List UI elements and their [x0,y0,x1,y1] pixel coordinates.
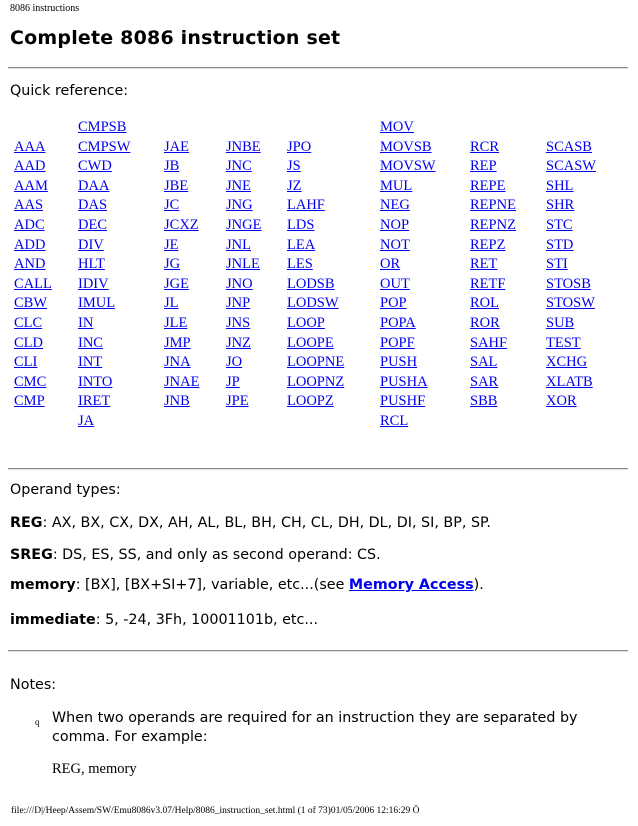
instruction-link-std[interactable]: STD [546,236,574,253]
instruction-link-jl[interactable]: JL [164,295,179,312]
instruction-link-cli[interactable]: CLI [14,354,38,371]
operand-description: : DS, ES, SS, and only as second operand: CS. [52,547,381,563]
note-item-text: When two operands are required for an instruction they are separated by comma. For example: [52,710,578,745]
instruction-link-jae[interactable]: JAE [164,138,189,155]
instruction-link-nop[interactable]: NOP [380,217,410,233]
page-title: Complete 8086 instruction set [10,27,341,49]
instruction-link-into[interactable]: INTO [78,373,113,390]
instruction-link-cmpsb[interactable]: CMPSB [78,119,127,135]
instruction-link-cmc[interactable]: CMC [14,373,47,390]
quick-reference-label: Quick reference: [10,83,129,99]
memory-access-link[interactable]: Memory Access [348,577,474,593]
divider [8,67,628,69]
instruction-link-stosb[interactable]: STOSB [546,275,591,292]
instruction-link-jpo[interactable]: JPO [287,138,312,155]
instruction-link-shr[interactable]: SHR [546,197,575,214]
instruction-link-scasb[interactable]: SCASB [546,138,592,155]
instruction-link-sar[interactable]: SAR [470,373,499,390]
instruction-link-xchg[interactable]: XCHG [546,354,588,371]
instruction-link-cmp[interactable]: CMP [14,393,45,410]
instruction-link-lahf[interactable]: LAHF [287,197,325,214]
instruction-link-loopne[interactable]: LOOPNE [287,354,345,371]
operand-term: SREG [10,547,53,563]
instruction-link-loopnz[interactable]: LOOPNZ [287,373,345,390]
operand-description-end: ). [473,577,484,593]
instruction-link-xlatb[interactable]: XLATB [546,373,593,390]
instruction-link-lodsw[interactable]: LODSW [287,295,339,312]
instruction-link-aam[interactable]: AAM [14,177,48,194]
instruction-link-daa[interactable]: DAA [78,177,110,194]
instruction-link-aas[interactable]: AAS [14,197,44,214]
instruction-link-pushf[interactable]: PUSHF [380,393,426,410]
instruction-link-or[interactable]: OR [380,256,401,273]
instruction-link-iret[interactable]: IRET [78,393,111,410]
instruction-link-add[interactable]: ADD [14,236,46,253]
instruction-link-repe[interactable]: REPE [470,177,506,194]
instruction-link-jna[interactable]: JNA [164,354,191,371]
instruction-link-retf[interactable]: RETF [470,275,506,292]
instruction-link-test[interactable]: TEST [546,334,581,351]
instruction-link-jnb[interactable]: JNB [164,393,190,410]
bullet-icon: q [35,717,40,727]
instruction-link-pop[interactable]: POP [380,295,407,312]
instruction-link-rep[interactable]: REP [470,158,497,175]
instruction-link-rol[interactable]: ROL [470,295,499,312]
instruction-link-cbw[interactable]: CBW [14,295,48,312]
instruction-link-repnz[interactable]: REPNZ [470,217,516,233]
instruction-link-ror[interactable]: ROR [470,315,500,331]
notes-label: Notes: [10,677,57,693]
instruction-link-jmp[interactable]: JMP [164,334,191,351]
instruction-link-das[interactable]: DAS [78,197,108,214]
divider [8,468,628,470]
instruction-link-movsw[interactable]: MOVSW [380,158,436,175]
instruction-link-jnz[interactable]: JNZ [226,334,251,351]
divider [8,650,628,652]
operand-memory-line [10,577,484,593]
instruction-link-jnp[interactable]: JNP [226,295,251,312]
operand-immediate-line [10,612,318,628]
instruction-link-neg[interactable]: NEG [380,197,410,214]
instruction-link-jg[interactable]: JG [164,256,181,273]
instruction-link-int[interactable]: INT [78,354,103,371]
operand-reg-line [10,515,491,531]
instruction-link-jnae[interactable]: JNAE [164,373,200,390]
instruction-link-popa[interactable]: POPA [380,315,416,331]
instruction-link-jnl[interactable]: JNL [226,236,251,253]
instruction-link-rcr[interactable]: RCR [470,138,500,155]
operand-description: : [BX], [BX+SI+7], variable, etc...(see [75,577,349,593]
instruction-link-loop[interactable]: LOOP [287,315,325,331]
instruction-link-cwd[interactable]: CWD [78,158,112,175]
instruction-link-and[interactable]: AND [14,256,46,273]
instruction-link-stc[interactable]: STC [546,217,573,233]
instruction-link-adc[interactable]: ADC [14,217,45,233]
instruction-link-sal[interactable]: SAL [470,354,498,371]
instruction-link-repz[interactable]: REPZ [470,236,506,253]
instruction-link-js[interactable]: JS [287,158,301,175]
instruction-link-mul[interactable]: MUL [380,177,413,194]
operand-term: memory [10,577,76,593]
instruction-link-jns[interactable]: JNS [226,315,251,331]
instruction-link-aaa[interactable]: AAA [14,138,46,155]
instruction-link-repne[interactable]: REPNE [470,197,516,214]
instruction-link-jnle[interactable]: JNLE [226,256,260,273]
instruction-link-jge[interactable]: JGE [164,275,189,292]
instruction-link-sub[interactable]: SUB [546,315,575,331]
instruction-link-clc[interactable]: CLC [14,315,43,331]
instruction-link-popf[interactable]: POPF [380,334,415,351]
instruction-link-les[interactable]: LES [287,256,313,273]
instruction-link-call[interactable]: CALL [14,275,52,292]
instruction-link-movsb[interactable]: MOVSB [380,138,432,155]
note-example: REG, memory [52,761,137,777]
instruction-link-xor[interactable]: XOR [546,393,577,410]
instruction-link-jnbe[interactable]: JNBE [226,138,261,155]
instruction-link-pusha[interactable]: PUSHA [380,373,428,390]
instruction-link-jbe[interactable]: JBE [164,177,189,194]
window-title: 8086 instructions [10,3,80,14]
instruction-link-cld[interactable]: CLD [14,334,43,351]
operand-term: REG [10,515,43,531]
instruction-link-aad[interactable]: AAD [14,158,46,175]
instruction-link-jz[interactable]: JZ [287,177,302,194]
operand-types-label: Operand types: [10,482,121,498]
instruction-link-inc[interactable]: INC [78,334,103,351]
instruction-link-loopz[interactable]: LOOPZ [287,393,334,410]
instruction-link-jcxz[interactable]: JCXZ [164,217,199,233]
instruction-link-push[interactable]: PUSH [380,354,418,371]
instruction-link-out[interactable]: OUT [380,275,410,292]
instruction-link-jpe[interactable]: JPE [226,393,249,410]
instruction-link-dec[interactable]: DEC [78,217,107,233]
instruction-link-jng[interactable]: JNG [226,197,253,214]
instruction-link-scasw[interactable]: SCASW [546,158,596,175]
operand-sreg-line [10,547,381,563]
instruction-link-ret[interactable]: RET [470,256,498,273]
instruction-link-hlt[interactable]: HLT [78,256,105,273]
instruction-link-sbb[interactable]: SBB [470,393,498,410]
instruction-link-jle[interactable]: JLE [164,315,188,331]
instruction-link-loope[interactable]: LOOPE [287,334,334,351]
instruction-link-jp[interactable]: JP [226,373,240,390]
instruction-link-sahf[interactable]: SAHF [470,334,508,351]
instruction-link-jb[interactable]: JB [164,158,180,175]
instruction-index [14,118,624,434]
instruction-link-not[interactable]: NOT [380,236,410,253]
instruction-link-shl[interactable]: SHL [546,177,574,194]
operand-term: immediate [10,612,96,628]
instruction-link-imul[interactable]: IMUL [78,295,116,312]
instruction-link-stosw[interactable]: STOSW [546,295,595,312]
instruction-link-rcl[interactable]: RCL [380,413,409,429]
instruction-link-jc[interactable]: JC [164,197,180,214]
instruction-link-lds[interactable]: LDS [287,217,315,233]
instruction-link-ja[interactable]: JA [78,413,95,429]
instruction-link-jne[interactable]: JNE [226,177,251,194]
instruction-link-jo[interactable]: JO [226,354,243,371]
instruction-link-idiv[interactable]: IDIV [78,275,109,292]
instruction-link-jnge[interactable]: JNGE [226,217,262,233]
footer-file-path: file:///D|/Heep/Assem/SW/Emu8086v3.07/Help/8086_instruction_set.html (1 of 73)01/05/2006 12:16:29 Ö [11,806,420,816]
instruction-link-cmpsw[interactable]: CMPSW [78,138,131,155]
instruction-link-in[interactable]: IN [78,315,94,331]
instruction-link-sti[interactable]: STI [546,256,568,273]
instruction-link-je[interactable]: JE [164,236,179,253]
operand-description: : AX, BX, CX, DX, AH, AL, BL, BH, CH, CL, DH, DL, DI, SI, BP, SP. [42,515,491,531]
instruction-link-mov[interactable]: MOV [380,119,414,135]
instruction-link-lodsb[interactable]: LODSB [287,275,335,292]
instruction-link-div[interactable]: DIV [78,236,104,253]
instruction-link-jnc[interactable]: JNC [226,158,252,175]
operand-description: : 5, -24, 3Fh, 10001101b, etc... [95,612,319,628]
instruction-link-lea[interactable]: LEA [287,236,316,253]
instruction-link-jno[interactable]: JNO [226,275,253,292]
